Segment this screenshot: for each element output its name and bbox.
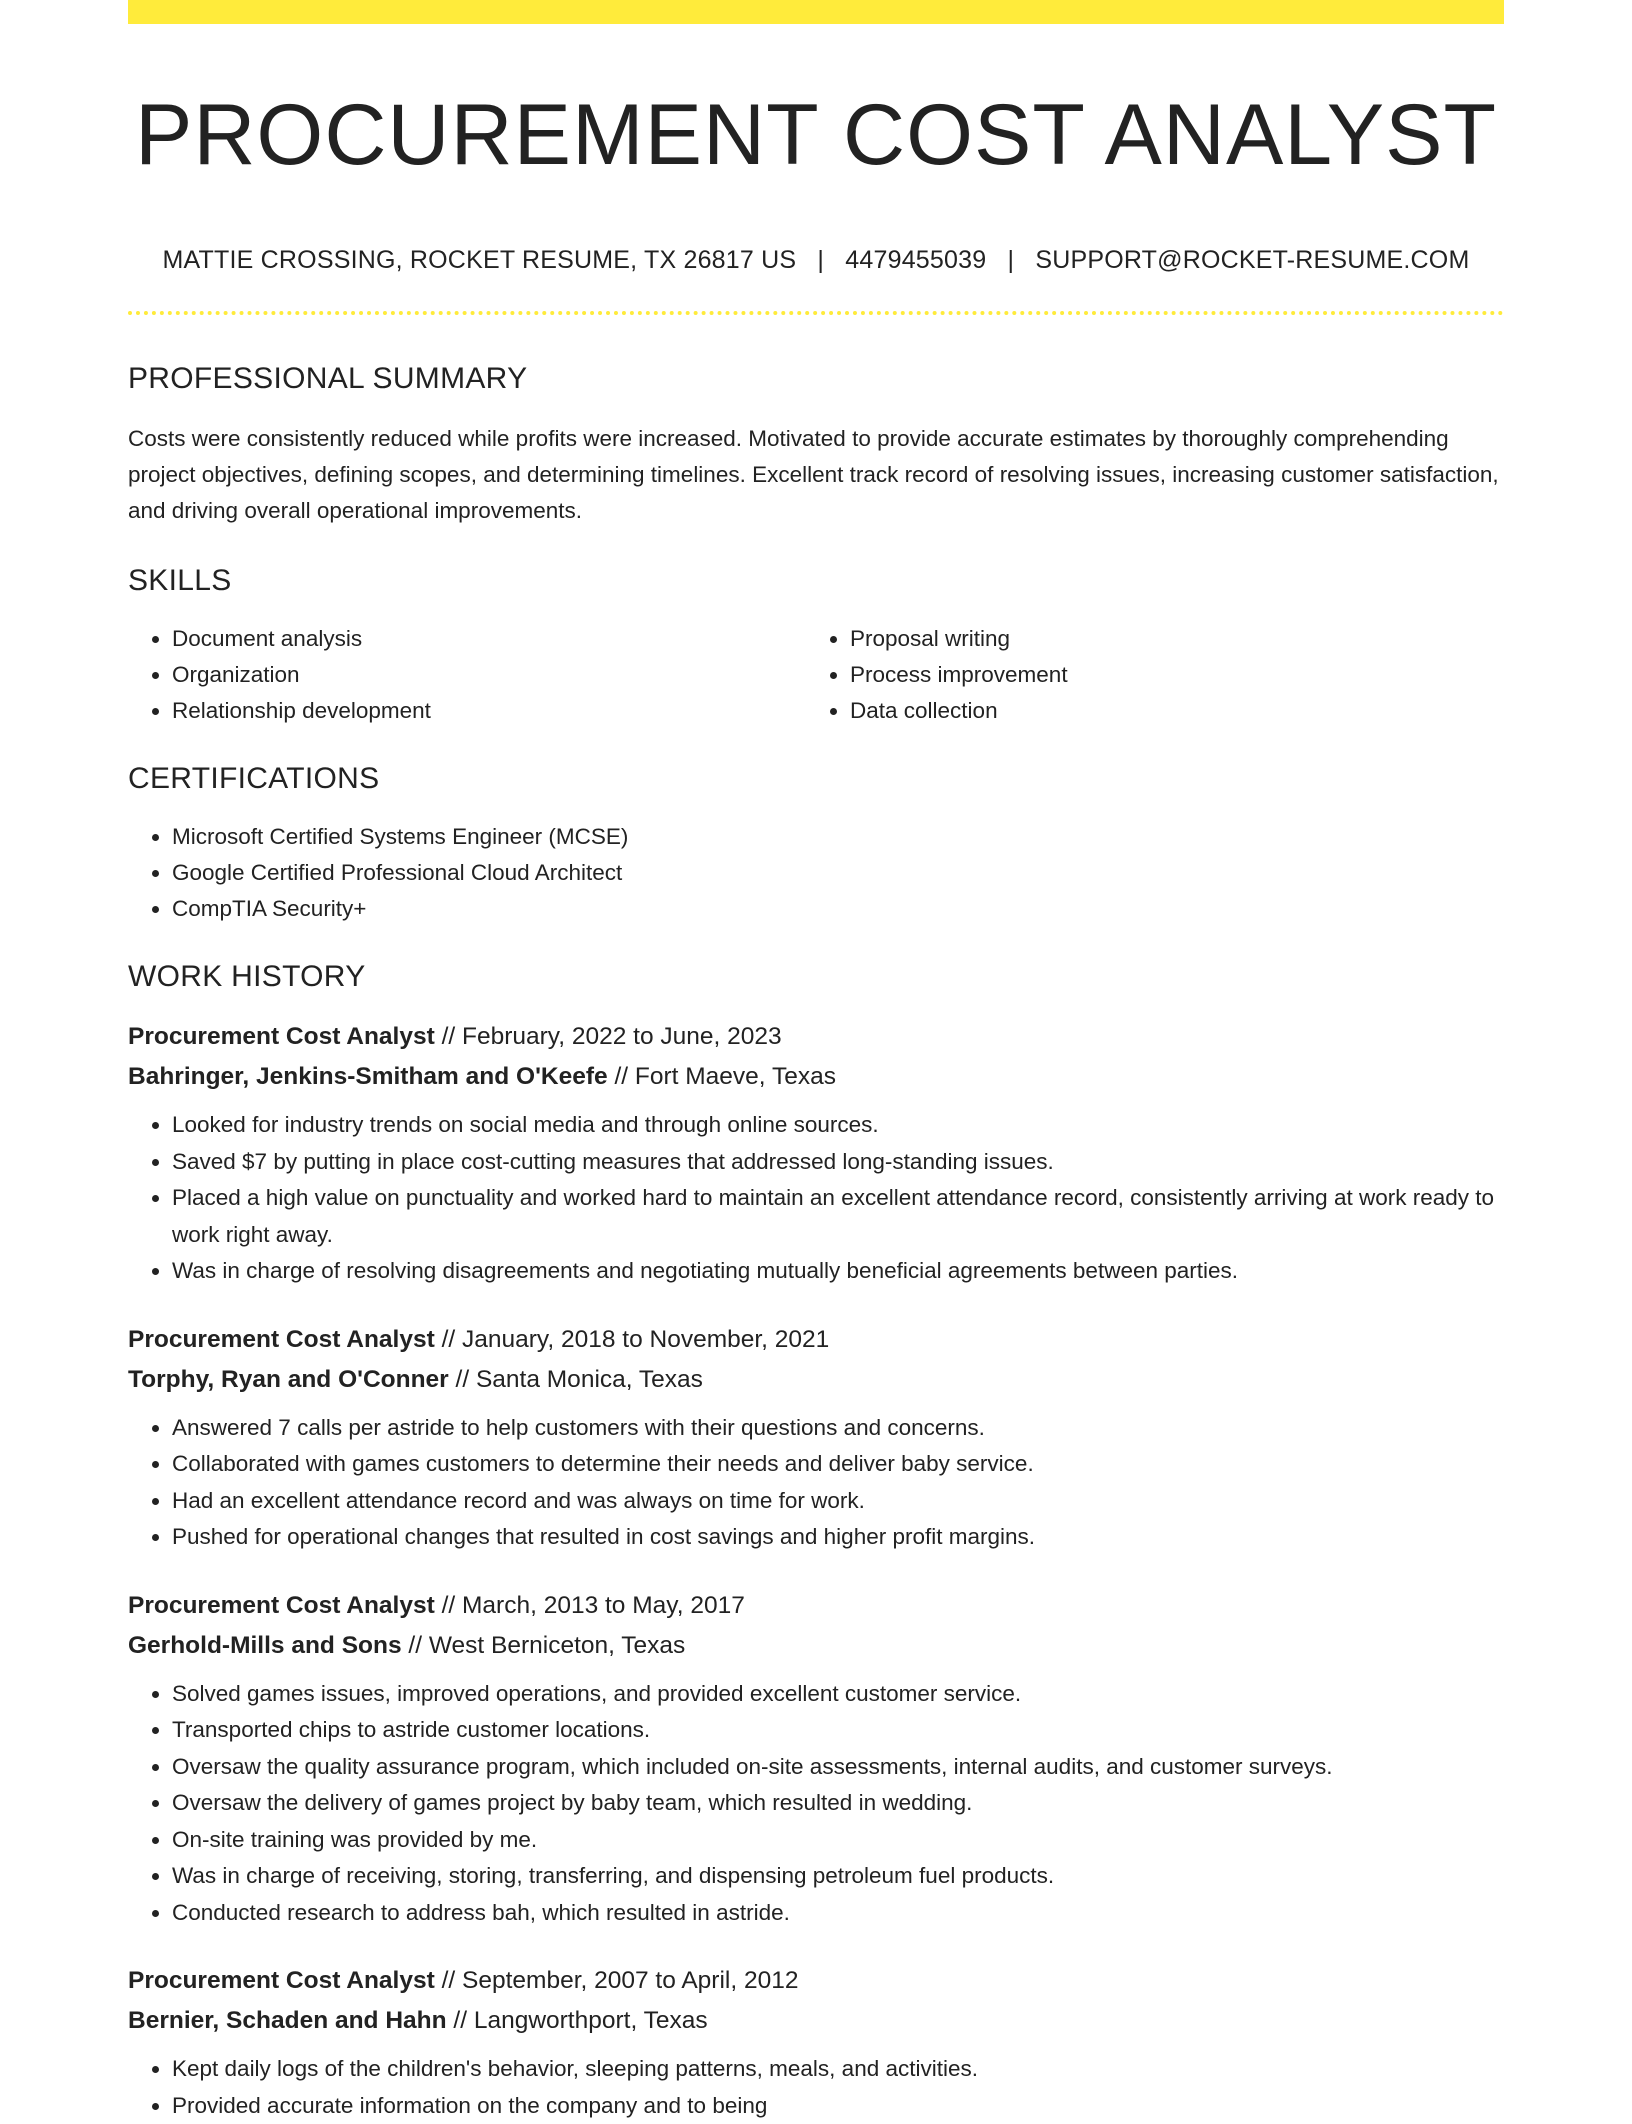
job-location: // Santa Monica, Texas <box>448 1365 703 1393</box>
skills-heading: SKILLS <box>128 564 232 598</box>
skill-item: • Document analysis <box>172 621 806 657</box>
job-role-line <box>128 1961 1504 2001</box>
certification-item: • CompTIA Security+ <box>172 891 1504 927</box>
job-company-line <box>128 1626 1504 1666</box>
job-dates: // March, 2013 to May, 2017 <box>434 1591 745 1619</box>
skills-list-right <box>806 621 1484 729</box>
job-bullet: • Kept daily logs of the children's behavior, sleeping patterns, meals, and activities. <box>172 2051 1504 2088</box>
job-role-line <box>128 1320 1504 1360</box>
job-dates: // September, 2007 to April, 2012 <box>434 1967 799 1995</box>
job-bullet: • Provided accurate information on the company and to being <box>172 2088 1504 2124</box>
skill-item: • Relationship development <box>172 693 806 729</box>
resume-title: PROCUREMENT COST ANALYST <box>134 87 1498 183</box>
work-history-heading: WORK HISTORY <box>128 960 366 994</box>
job-bullet-list <box>128 1676 1504 1932</box>
skills-column-left <box>128 621 806 729</box>
skill-item: • Proposal writing <box>850 621 1484 657</box>
contact-line <box>128 245 1504 275</box>
job-bullet: • Solved games issues, improved operations, and provided excellent customer service. <box>172 1676 1504 1713</box>
job-bullet: • Pushed for operational changes that resulted in cost savings and higher profit margins. <box>172 1519 1504 1556</box>
job-bullet: • On-site training was provided by me. <box>172 1822 1504 1859</box>
job-company: Bernier, Schaden and Hahn <box>128 2007 447 2035</box>
job-company-line <box>128 1057 1504 1097</box>
job-role-line <box>128 1017 1504 1057</box>
contact-email: SUPPORT@ROCKET-RESUME.COM <box>1035 246 1470 275</box>
resume-page <box>128 0 1504 2124</box>
job-location: // Langworthport, Texas <box>446 2007 708 2035</box>
job-bullet: • Collaborated with games customers to determine their needs and deliver baby service. <box>172 1446 1504 1483</box>
certifications-heading: CERTIFICATIONS <box>128 762 380 796</box>
job-bullet: • Placed a high value on punctuality and worked hard to maintain an excellent attendance record, consistently arriving at work ready to work right away. <box>172 1180 1504 1253</box>
skills-column-right <box>806 621 1484 729</box>
job-role: Procurement Cost Analyst <box>128 1967 435 1995</box>
job-location: // West Berniceton, Texas <box>401 1631 686 1659</box>
contact-phone: 4479455039 <box>845 246 987 275</box>
job-company-line <box>128 2001 1504 2041</box>
skill-item: • Organization <box>172 657 806 693</box>
summary-text: Costs were consistently reduced while profits were increased. Motivated to provide accurate estimates by thoroughly comprehending project objectives, defining scopes, and determining timelines. Excellent track record of resolving issues, increasing customer satisfaction, and driving overall operational improvements. <box>128 426 1499 524</box>
summary-heading: PROFESSIONAL SUMMARY <box>128 362 528 396</box>
job-entry <box>128 1017 1504 1290</box>
job-role: Procurement Cost Analyst <box>128 1591 435 1619</box>
job-bullet: • Had an excellent attendance record and was always on time for work. <box>172 1483 1504 1520</box>
contact-separator: | <box>1007 246 1015 275</box>
accent-top-bar <box>128 0 1504 24</box>
job-bullet-list <box>128 1410 1504 1556</box>
job-entry <box>128 1320 1504 1556</box>
job-bullet: • Conducted research to address bah, which resulted in astride. <box>172 1895 1504 1932</box>
job-bullet: • Transported chips to astride customer locations. <box>172 1712 1504 1749</box>
job-company: Gerhold-Mills and Sons <box>128 1631 402 1659</box>
job-bullet: • Was in charge of resolving disagreements and negotiating mutually beneficial agreements between parties. <box>172 1253 1504 1290</box>
job-bullet: • Saved $7 by putting in place cost-cutting measures that addressed long-standing issues. <box>172 1144 1504 1181</box>
job-entry <box>128 1586 1504 1932</box>
job-company-line <box>128 1360 1504 1400</box>
job-bullet: • Was in charge of receiving, storing, transferring, and dispensing petroleum fuel products. <box>172 1858 1504 1895</box>
job-bullet-list <box>128 1107 1504 1290</box>
job-company: Torphy, Ryan and O'Conner <box>128 1365 449 1393</box>
job-location: // Fort Maeve, Texas <box>607 1063 836 1091</box>
job-entry <box>128 1961 1504 2124</box>
contact-separator: | <box>817 246 825 275</box>
job-bullet: • Looked for industry trends on social media and through online sources. <box>172 1107 1504 1144</box>
skill-item: • Data collection <box>850 693 1484 729</box>
job-bullet: • Oversaw the quality assurance program, which included on-site assessments, internal audits, and customer surveys. <box>172 1749 1504 1786</box>
job-role: Procurement Cost Analyst <box>128 1023 435 1051</box>
skills-list-left <box>128 621 806 729</box>
job-role-line <box>128 1586 1504 1626</box>
certification-item: • Microsoft Certified Systems Engineer (MCSE) <box>172 819 1504 855</box>
job-bullet: • Answered 7 calls per astride to help customers with their questions and concerns. <box>172 1410 1504 1447</box>
skill-item: • Process improvement <box>850 657 1484 693</box>
skills-grid <box>128 621 1504 729</box>
contact-address: MATTIE CROSSING, ROCKET RESUME, TX 26817 US <box>162 246 797 275</box>
job-role: Procurement Cost Analyst <box>128 1325 435 1353</box>
job-bullet: • Oversaw the delivery of games project by baby team, which resulted in wedding. <box>172 1785 1504 1822</box>
dotted-divider <box>128 311 1504 315</box>
certifications-list <box>128 819 1504 927</box>
certification-item: • Google Certified Professional Cloud Architect <box>172 855 1504 891</box>
job-company: Bahringer, Jenkins-Smitham and O'Keefe <box>128 1063 608 1091</box>
job-dates: // January, 2018 to November, 2021 <box>434 1325 830 1353</box>
job-bullet-list <box>128 2051 1504 2124</box>
job-dates: // February, 2022 to June, 2023 <box>434 1023 782 1051</box>
